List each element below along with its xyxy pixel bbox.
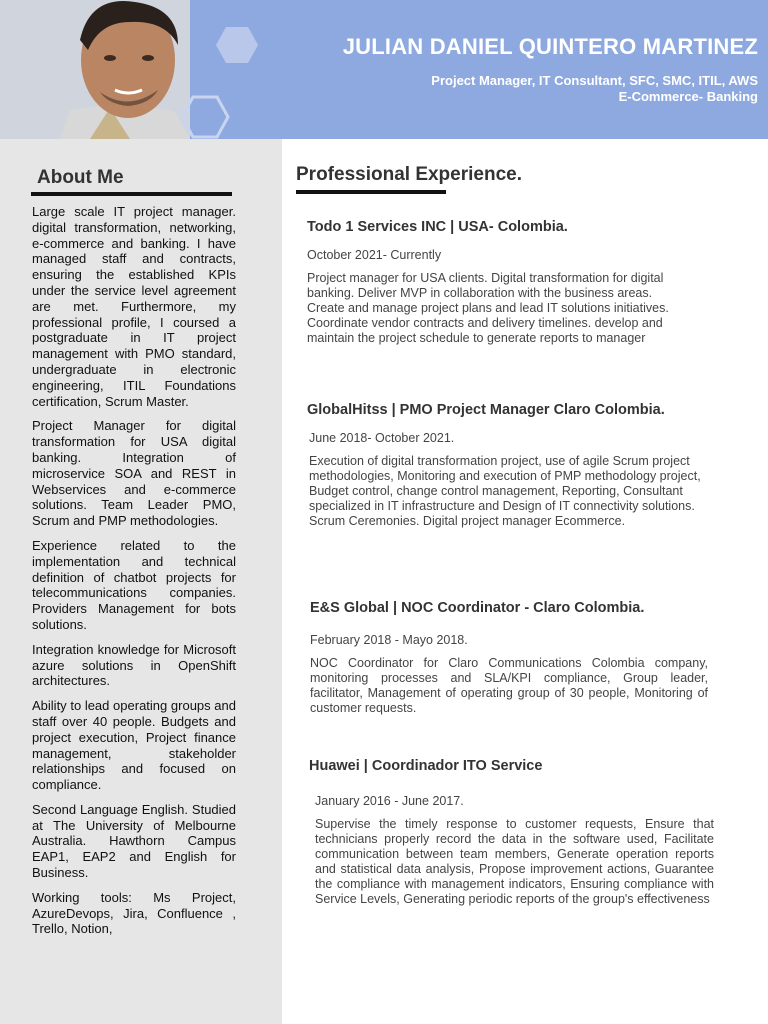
- hexagon-outline-icon: [180, 95, 230, 139]
- job-date: January 2016 - June 2017.: [315, 794, 464, 808]
- about-paragraph: Ability to lead operating groups and staff over 40 people. Budgets and project execution, Project finance management, stakeholder relationships and focused on compliance.: [32, 698, 236, 793]
- about-paragraph: Large scale IT project manager. digital transformation, networking, e-commerce and banking. I have managed staff and contracts, ensuring the established KPIs under the service level agreement are met. Furthermore, my professional profile, I coursed a postgraduate in IT project management with PMO standard, undergraduate in electronic engineering, ITIL Foundations certification, Scrum Master.: [32, 204, 236, 409]
- job-description: Execution of digital transformation project, use of agile Scrum project methodologies, Monitoring and execution of PMP methodology project, Budget control, change control management, Reporting, Consultant specialized in IT infrastructure and Design of IT connectivity solutions. Scrum Ceremonies. Digital project manager Ecommerce.: [309, 454, 701, 528]
- about-me-divider: [31, 192, 232, 196]
- about-paragraph: Second Language English. Studied at The University of Melbourne Australia. Hawthorn Campus EAP1, EAP2 and English for Business.: [32, 801, 236, 881]
- subtitle-line-1: Project Manager, IT Consultant, SFC, SMC, ITIL, AWS: [431, 73, 758, 88]
- candidate-name: JULIAN DANIEL QUINTERO MARTINEZ: [342, 34, 758, 59]
- job-entry: [307, 402, 707, 529]
- job-title: Huawei | Coordinador ITO Service: [309, 758, 543, 774]
- job-date: October 2021- Currently: [307, 248, 442, 262]
- job-entry: [310, 600, 708, 716]
- about-paragraph: Project Manager for digital transformation for USA digital banking. Integration of microservice SOA and REST in Webservices and e-commerce solutions. Team Leader PMO, Scrum and PMP methodologies.: [32, 418, 236, 529]
- job-description: Project manager for USA clients. Digital transformation for digital banking. Deliver MVP in collaboration with the business areas. Create and manage project plans and lead IT solutions initiatives. Coordinate vendor contracts and delivery timelines. develop and maintain the project schedule to generate reports to manager: [307, 271, 669, 345]
- job-description: NOC Coordinator for Claro Communications Colombia company, monitoring processes and SLA/KPI compliance, Group leader, facilitator, Management of operating group of 30 people, Monitoring of customer requests.: [310, 656, 708, 715]
- job-entry: [307, 219, 679, 346]
- job-title: E&S Global | NOC Coordinator - Claro Colombia.: [310, 600, 645, 616]
- experience-divider: [296, 190, 446, 194]
- job-title: Todo 1 Services INC | USA- Colombia.: [307, 219, 568, 235]
- about-me-text: [32, 204, 236, 946]
- job-title: GlobalHitss | PMO Project Manager Claro Colombia.: [307, 402, 665, 418]
- job-date: June 2018- October 2021.: [309, 431, 455, 445]
- profile-photo: [0, 0, 190, 139]
- about-me-heading: About Me: [37, 167, 124, 188]
- about-paragraph: Experience related to the implementation and technical definition of chatbot projects for telecommunications companies. Providers Management for bots solutions.: [32, 537, 236, 632]
- hexagon-decoration-icon: [215, 26, 259, 64]
- about-paragraph: Working tools: Ms Project, AzureDevops, Jira, Confluence , Trello, Notion,: [32, 889, 236, 937]
- candidate-subtitle: [431, 73, 758, 105]
- about-paragraph: Integration knowledge for Microsoft azure solutions in OpenShift architectures.: [32, 641, 236, 689]
- subtitle-line-2: E-Commerce- Banking: [618, 89, 758, 104]
- job-entry: [309, 758, 714, 907]
- job-description: Supervise the timely response to customer requests, Ensure that technicians properly record the data in the software used, Facilitate communication between team members, Generate operation reports and statistical data analysis, Propose improvement actions, Guarantee the compliance with management indicators, Ensuring compliance with Service Levels, Generating periodic reports of the group's effectiveness: [315, 817, 714, 906]
- header-banner: [0, 0, 768, 139]
- job-date: February 2018 - Mayo 2018.: [310, 633, 468, 647]
- experience-heading: Professional Experience.: [296, 164, 522, 185]
